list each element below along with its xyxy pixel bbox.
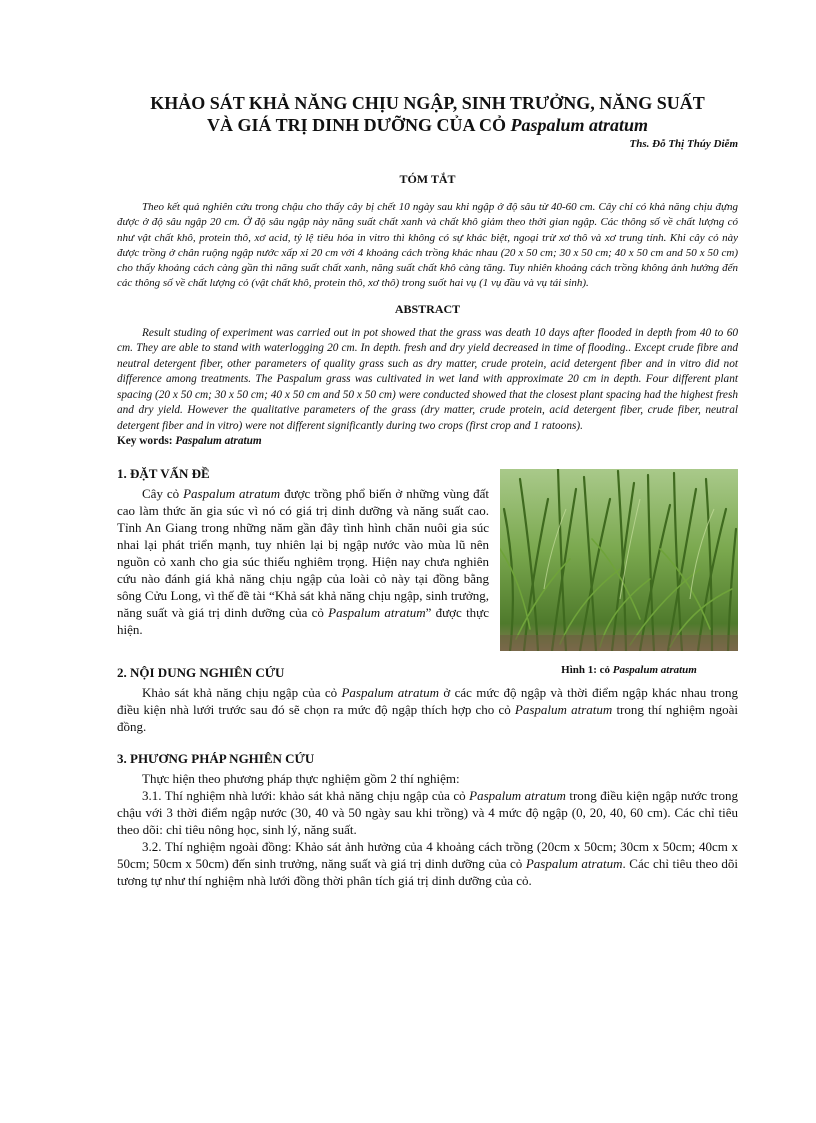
section-3-heading: 3. PHƯƠNG PHÁP NGHIÊN CỨU xyxy=(117,751,315,767)
keywords-value: Paspalum atratum xyxy=(175,435,262,448)
section-2-paragraph xyxy=(117,684,738,735)
text-run: trong thí nghiệm ngoài đồng. xyxy=(117,702,739,735)
document-page xyxy=(117,92,738,889)
figure-caption xyxy=(500,663,738,677)
species-name: Paspalum atratum xyxy=(514,702,613,718)
keywords-label: Key words: xyxy=(117,435,176,448)
text-run: ” được thực hiện. xyxy=(117,605,489,638)
species-name: Paspalum atratum xyxy=(341,685,439,701)
text-run: . Các chỉ tiêu theo dõi tương tự như thí nghiệm nhà lưới đồng thời phân tích giá trị dinh dưỡng của cỏ. xyxy=(117,856,738,889)
title-line-1: KHẢO SÁT KHẢ NĂNG CHỊU NGẬP, SINH TRƯỞNG, NĂNG SUẤT xyxy=(150,93,705,113)
tom-tat-heading: TÓM TẮT xyxy=(399,172,456,186)
author: Ths. Đỗ Thị Thúy Diễm xyxy=(629,138,738,150)
paper-title xyxy=(117,92,738,136)
section-2-heading: 2. NỘI DUNG NGHIÊN CỨU xyxy=(117,665,285,681)
abstract-text: Result studing of experiment was carried out in pot showed that the grass was death 10 days after flooded in depth from 40 to 60 cm. They are able to stand with waterlogging 20 cm. In depth. fresh and dry yield decreased in time of flooding.. Except crude fibre and neutral detergent fiber, other parameters of quality grass such as dry matter, crude protein, acid detergent fiber and in vitro did not difference among treatments. The Paspalum grass was cultivated in wet land with approximate 20 cm in depth. Four different plant spacing (20 x 50 cm; 30 x 50 cm; 40 x 50 cm and 50 x 50 cm) were conducted showed that the closest plant spacing had the highest fresh and dry yield. However the qualitative parameters of the grass (dry matter, crude protein, acid detergent fiber, crude fiber, neutral detergent fiber and in vitro) were not different significantly during two crops (first crop and 1 ratoons). xyxy=(117,326,738,432)
text-run: ở các mức độ ngập và thời điểm ngập khác nhau trong điều kiện nhà lưới trước sau đó sẽ chọn ra mức độ ngập thích hợp cho cỏ xyxy=(117,685,739,718)
species-name: Paspalum atratum xyxy=(469,788,566,804)
section-3-paragraph-3 xyxy=(117,838,738,889)
section-1-paragraph xyxy=(117,485,489,638)
figure-1 xyxy=(500,469,738,677)
text-run: Khảo sát khả năng chịu ngập của cỏ xyxy=(142,685,342,701)
text-run: 3.1. Thí nghiệm nhà lưới: khảo sát khả năng chịu ngập của cỏ xyxy=(142,788,470,804)
grass-photo xyxy=(500,469,738,651)
species-name: Paspalum atratum xyxy=(328,605,426,621)
text-run: trong điều kiện ngập nước trong chậu với 3 thời điểm ngập nước (30, 40 và 50 ngày sau khi trồng) và 4 mức độ ngập (0, 20, 40, 60 cm). Các chỉ tiêu theo dõi: chỉ tiêu nông học, sinh lý, năng suất. xyxy=(117,788,738,838)
species-name: Paspalum atratum xyxy=(525,856,623,872)
species-name: Paspalum atratum xyxy=(612,664,697,677)
keywords xyxy=(117,434,738,449)
section-3-paragraph-2 xyxy=(117,787,738,838)
tom-tat-text: Theo kết quả nghiên cứu trong chậu cho thấy cây bị chết 10 ngày sau khi ngập ở độ sâu từ 40-60 cm. Cây chỉ có khả năng chịu đựng được ở độ sâu ngập 20 cm. Ở độ sâu ngập này năng suất chất xanh và chất khô giảm theo thời gian ngập. Các thông số về chất lượng có như vật chất khô, protein thô, xơ acid, tỷ lệ tiêu hóa in vitro thì không có sự khác biệt, ngoại trừ xơ thô và xơ trung tính. Khi cây cỏ này được trồng ở chân ruộng ngập nước xấp xỉ 20 cm với 4 khoảng cách trồng khác nhau (20 x 50 cm; 30 x 50 cm; 40 x 50 cm and 50 x 50 cm) cho thấy khoảng cách càng gần thì năng suất chất xanh, năng suất chất khô càng tăng. Tuy nhiên khoảng cách trồng không ảnh hưởng đến các thông số về chất lượng cỏ (vật chất khô, protein thô, xơ thô) trong suốt hai vụ (1 vụ đầu và vụ tái sinh). xyxy=(117,201,738,290)
title-line-2: VÀ GIÁ TRỊ DINH DƯỠNG CỦA CỎ xyxy=(206,115,511,135)
text-run: được trồng phổ biến ở những vùng đất cao làm thức ăn gia súc vì nó có giá trị dinh dưỡng và năng suất cao. Tỉnh An Giang trong những năm gần đây tình hình chăn nuôi gia súc nhai lại phát triển mạnh, tuy nhiên lại bị ngập nước vào mùa lũ nên nguồn cỏ xanh cho gia súc thiếu nghiêm trọng. Hiện nay chưa nghiên cứu nào đánh giá khả năng chịu ngập của loài cỏ này tại đồng bằng sông Cửu Long, vì thế đề tài “Khả sát khả năng chịu ngập, sinh trưởng, năng suất và giá trị dinh dưỡng của cỏ xyxy=(117,486,489,621)
caption-label: Hình 1: cỏ xyxy=(561,664,613,677)
text-run: 3.2. Thí nghiệm ngoài đồng: Khảo sát ảnh hưởng của 4 khoảng cách trồng (20cm x 50cm; 30cm x 50cm; 40cm x 50cm; 50cm x 50cm) đến sinh trưởng, năng suất và giá trị dinh dưỡng của cỏ xyxy=(117,839,738,872)
text-run: Cây cỏ xyxy=(142,486,184,502)
title-species: Paspalum atratum xyxy=(510,115,649,135)
abstract-heading: ABSTRACT xyxy=(394,301,461,316)
section-3-paragraph-1: Thực hiện theo phương pháp thực nghiệm gồm 2 thí nghiệm: xyxy=(142,771,460,787)
section-1-heading: 1. ĐẶT VẤN ĐỀ xyxy=(117,466,210,482)
species-name: Paspalum atratum xyxy=(183,486,281,502)
